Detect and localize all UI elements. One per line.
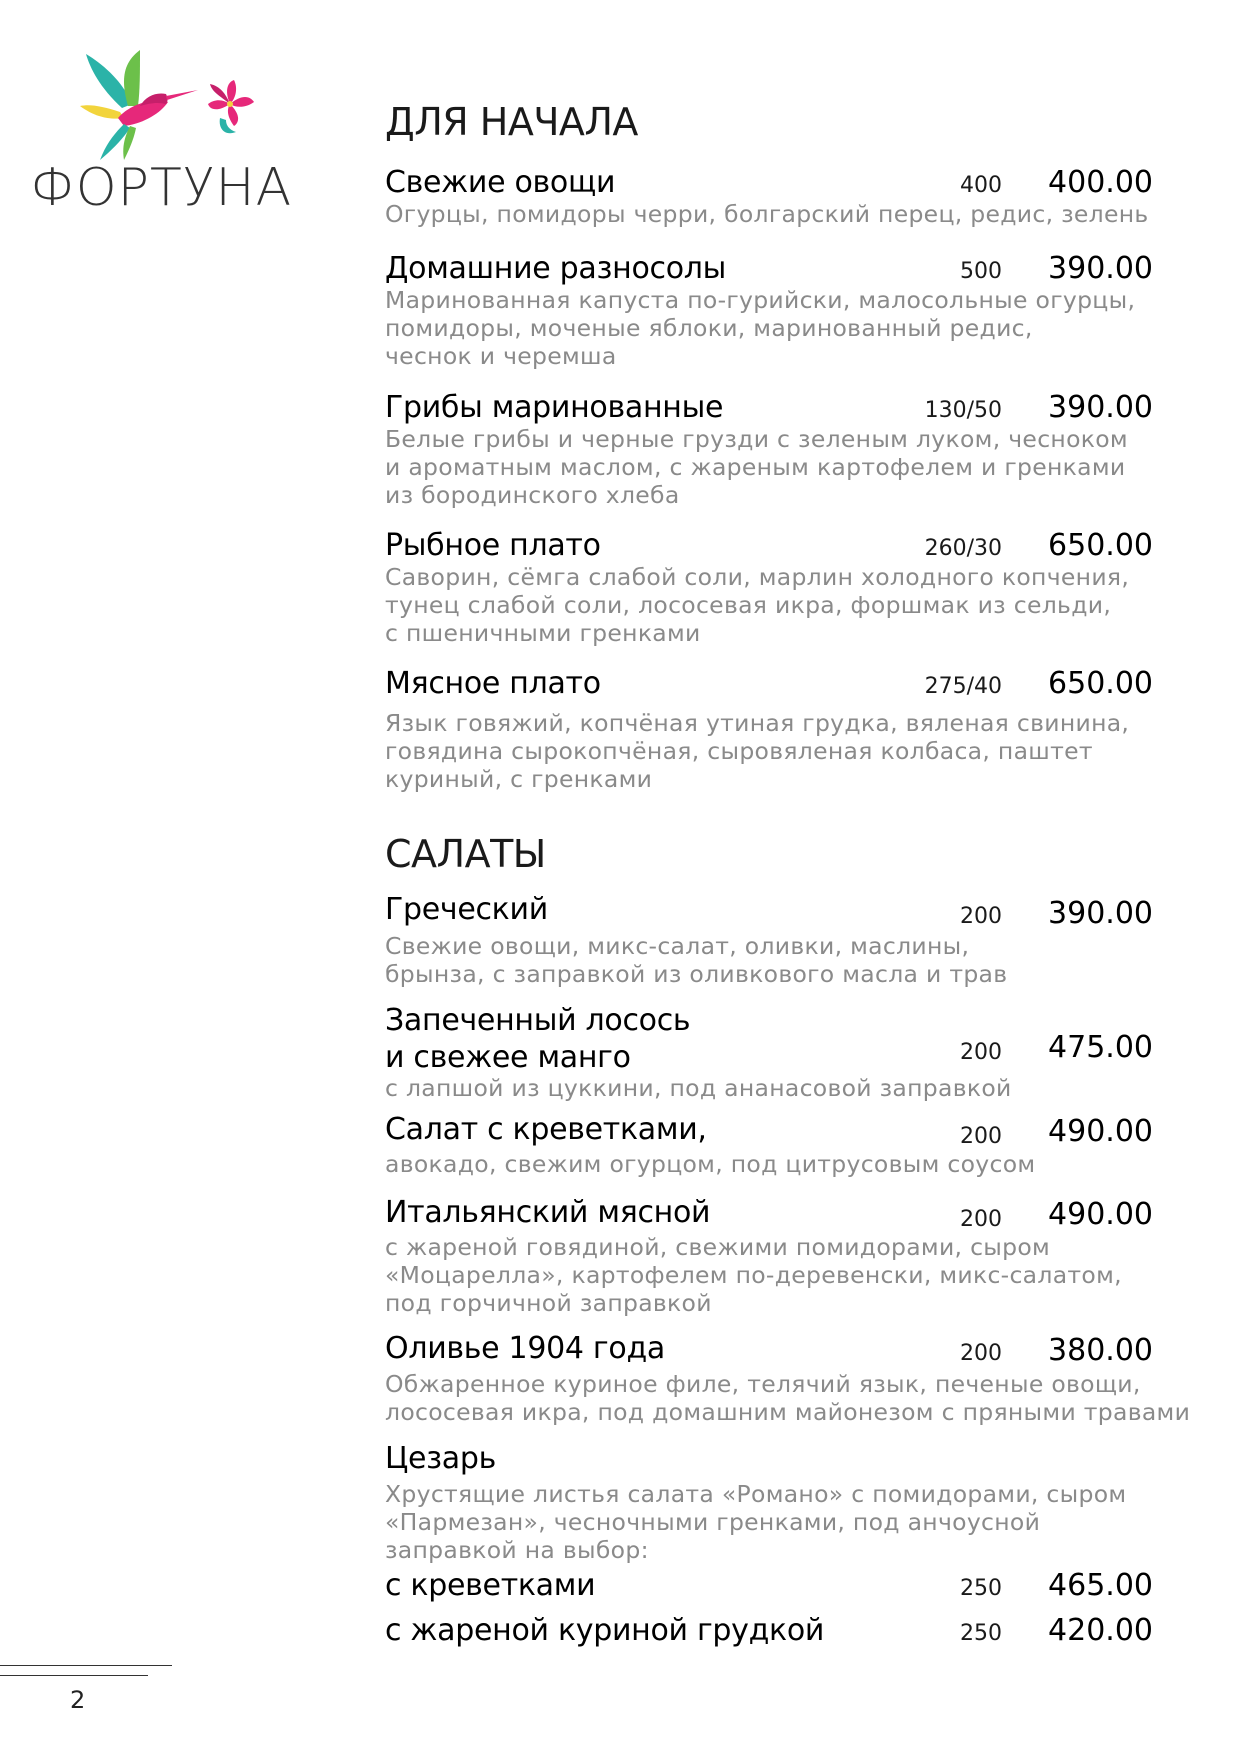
- item-name: Салат с креветками,: [385, 1112, 707, 1147]
- item-description: Огурцы, помидоры черри, болгарский перец, редис, зелень: [385, 200, 1149, 228]
- brand-name: ФОРТУНА: [30, 158, 293, 218]
- item-description: Обжаренное куриное филе, телячий язык, печеные овощи, лососевая икра, под домашним майонезом с пряными травами: [385, 1370, 1191, 1426]
- item-price: 400.00: [1048, 165, 1153, 200]
- item-weight: 250: [960, 1576, 1002, 1601]
- section-title: САЛАТЫ: [385, 832, 546, 876]
- item-name: Грибы маринованные: [385, 390, 724, 425]
- item-name: Мясное плато: [385, 666, 601, 701]
- item-price: 380.00: [1048, 1333, 1153, 1368]
- item-description: Маринованная капуста по-гурийски, малосольные огурцы, помидоры, моченые яблоки, маринованный редис, чеснок и черемша: [385, 286, 1136, 370]
- item-weight: 200: [960, 1341, 1002, 1366]
- item-weight: 200: [960, 1124, 1002, 1149]
- item-price: 420.00: [1048, 1613, 1153, 1648]
- item-price: 650.00: [1048, 666, 1153, 701]
- item-price: 650.00: [1048, 528, 1153, 563]
- item-weight: 400: [960, 173, 1002, 198]
- item-weight: 130/50: [924, 398, 1002, 423]
- item-weight: 275/40: [924, 674, 1002, 699]
- item-description: авокадо, свежим огурцом, под цитрусовым соусом: [385, 1150, 1036, 1178]
- item-name: Запеченный лосось: [385, 1003, 691, 1038]
- item-name: Оливье 1904 года: [385, 1331, 665, 1366]
- item-description: Хрустящие листья салата «Романо» с помидорами, сыром «Пармезан», чесночными гренками, под анчоусной заправкой на выбор:: [385, 1480, 1127, 1564]
- item-name: Свежие овощи: [385, 165, 616, 200]
- item-description: Саворин, сёмга слабой соли, марлин холодного копчения, тунец слабой соли, лососевая икра, форшмак из сельди, с пшеничными гренками: [385, 563, 1130, 647]
- item-name: с креветками: [385, 1568, 596, 1603]
- item-description: Белые грибы и черные грузди с зеленым луком, чесноком и ароматным маслом, с жареным картофелем и гренками из бородинского хлеба: [385, 425, 1128, 509]
- footer-divider: [0, 1665, 172, 1666]
- item-weight: 260/30: [924, 536, 1002, 561]
- item-description: Свежие овощи, микс-салат, оливки, маслины, брынза, с заправкой из оливкового масла и трав: [385, 932, 1008, 988]
- item-price: 490.00: [1048, 1114, 1153, 1149]
- footer-divider: [0, 1675, 148, 1676]
- item-price: 390.00: [1048, 251, 1153, 286]
- item-price: 465.00: [1048, 1568, 1153, 1603]
- item-name: Итальянский мясной: [385, 1195, 711, 1230]
- item-weight: 250: [960, 1621, 1002, 1646]
- item-name: Рыбное плато: [385, 528, 601, 563]
- item-price: 390.00: [1048, 390, 1153, 425]
- item-price: 475.00: [1048, 1030, 1153, 1065]
- item-description: с жареной говядиной, свежими помидорами, сыром «Моцарелла», картофелем по-деревенски, микс-салатом, под горчичной заправкой: [385, 1233, 1122, 1317]
- item-name: с жареной куриной грудкой: [385, 1613, 825, 1648]
- item-description: с лапшой из цуккини, под ананасовой заправкой: [385, 1074, 1012, 1102]
- item-name: Домашние разносолы: [385, 251, 727, 286]
- item-weight: 500: [960, 259, 1002, 284]
- item-price: 390.00: [1048, 896, 1153, 931]
- item-weight: 200: [960, 1040, 1002, 1065]
- item-name-line2: и свежее манго: [385, 1040, 631, 1075]
- item-description: Язык говяжий, копчёная утиная грудка, вяленая свинина, говядина сырокопчёная, сыровяленая колбаса, паштет куриный, с гренками: [385, 709, 1130, 793]
- section-title: ДЛЯ НАЧАЛА: [385, 100, 638, 144]
- item-price: 490.00: [1048, 1197, 1153, 1232]
- item-name: Цезарь: [385, 1441, 497, 1476]
- page-number: 2: [70, 1686, 86, 1714]
- item-weight: 200: [960, 1207, 1002, 1232]
- item-name: Греческий: [385, 892, 548, 927]
- item-weight: 200: [960, 904, 1002, 929]
